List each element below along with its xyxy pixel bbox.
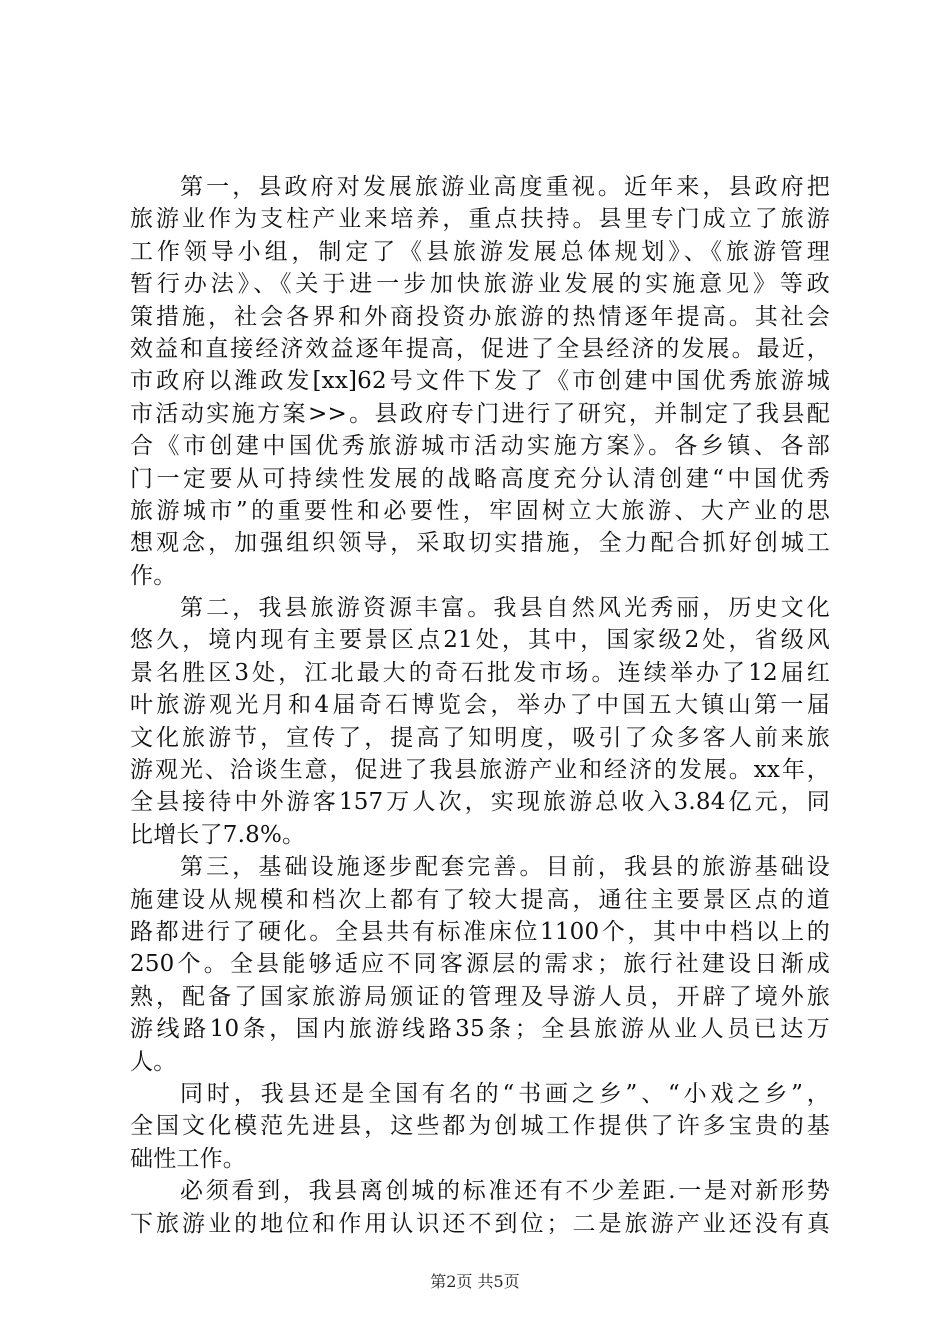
text-line: 市政府以潍政发[xx]62号文件下发了《市创建中国优秀旅游城	[130, 368, 830, 395]
text-line: 悠久，境内现有主要景区点21处，其中，国家级2处，省级风	[130, 627, 830, 654]
text-line: 同时，我县还是全国有名的“书画之乡”、“小戏之乡”，	[180, 1080, 830, 1107]
text-line: 工作领导小组，制定了《县旅游发展总体规划》、《旅游管理	[130, 238, 830, 265]
text-line: 景名胜区3处，江北最大的奇石批发市场。连续举办了12届红	[130, 659, 830, 686]
text-line: 第一，县政府对发展旅游业高度重视。近年来，县政府把	[180, 174, 830, 200]
text-line: 暂行办法》、《关于进一步加快旅游业发展的实施意见》等政	[130, 271, 830, 298]
text-line: 人。	[130, 1048, 177, 1075]
text-line: 旅游业作为支柱产业来培养，重点扶持。县里专门成立了旅游	[130, 206, 830, 233]
text-line: 叶旅游观光月和4届奇石博览会，举办了中国五大镇山第一届	[130, 692, 830, 719]
text-line: 游线路10条，国内旅游线路35条；全县旅游从业人员已达万	[130, 1016, 830, 1043]
text-line: 250个。全县能够适应不同客源层的需求；旅行社建设日渐成	[130, 951, 830, 978]
page-footer: 第2页 共5页	[430, 1272, 520, 1291]
text-line: 合《市创建中国优秀旅游城市活动实施方案》。各乡镇、各部	[130, 433, 830, 460]
text-line: 比增长了7.8%。	[130, 821, 306, 848]
text-line: 旅游城市”的重要性和必要性，牢固树立大旅游、大产业的思	[130, 497, 830, 524]
text-line: 第三，基础设施逐步配套完善。目前，我县的旅游基础设	[180, 854, 830, 881]
text-line: 路都进行了硬化。全县共有标准床位1100个，其中中档以上的	[130, 918, 830, 945]
text-line: 第二，我县旅游资源丰富。我县自然风光秀丽，历史文化	[180, 595, 830, 622]
text-line: 效益和直接经济效益逐年提高，促进了全县经济的发展。最近，	[130, 335, 830, 362]
text-line: 游观光、洽谈生意，促进了我县旅游产业和经济的发展。xx年，	[130, 757, 830, 784]
text-line: 文化旅游节，宣传了，提高了知明度，吸引了众多客人前来旅	[130, 724, 830, 751]
text-line: 门一定要从可持续性发展的战略高度充分认清创建“中国优秀	[130, 465, 830, 492]
text-line: 想观念，加强组织领导，采取切实措施，全力配合抓好创城工	[130, 530, 830, 557]
text-line: 市活动实施方案>>。县政府专门进行了研究，并制定了我县配	[130, 400, 830, 427]
text-line: 策措施，社会各界和外商投资办旅游的热情逐年提高。其社会	[130, 303, 830, 330]
text-line: 必须看到，我县离创城的标准还有不少差距.一是对新形势	[180, 1178, 830, 1205]
text-line: 全县接待中外游客157万人次，实现旅游总收入3.84亿元，同	[130, 789, 830, 816]
text-line: 作。	[130, 562, 177, 589]
text-line: 施建设从规模和档次上都有了较大提高，通往主要景区点的道	[130, 886, 830, 913]
text-line: 下旅游业的地位和作用认识还不到位；二是旅游产业还没有真	[130, 1210, 830, 1237]
text-line: 全国文化模范先进县，这些都为创城工作提供了许多宝贵的基	[130, 1113, 830, 1140]
text-line: 熟，配备了国家旅游局颁证的管理及导游人员，开辟了境外旅	[130, 983, 830, 1010]
text-line: 础性工作。	[130, 1145, 246, 1172]
document-body	[130, 171, 830, 1240]
